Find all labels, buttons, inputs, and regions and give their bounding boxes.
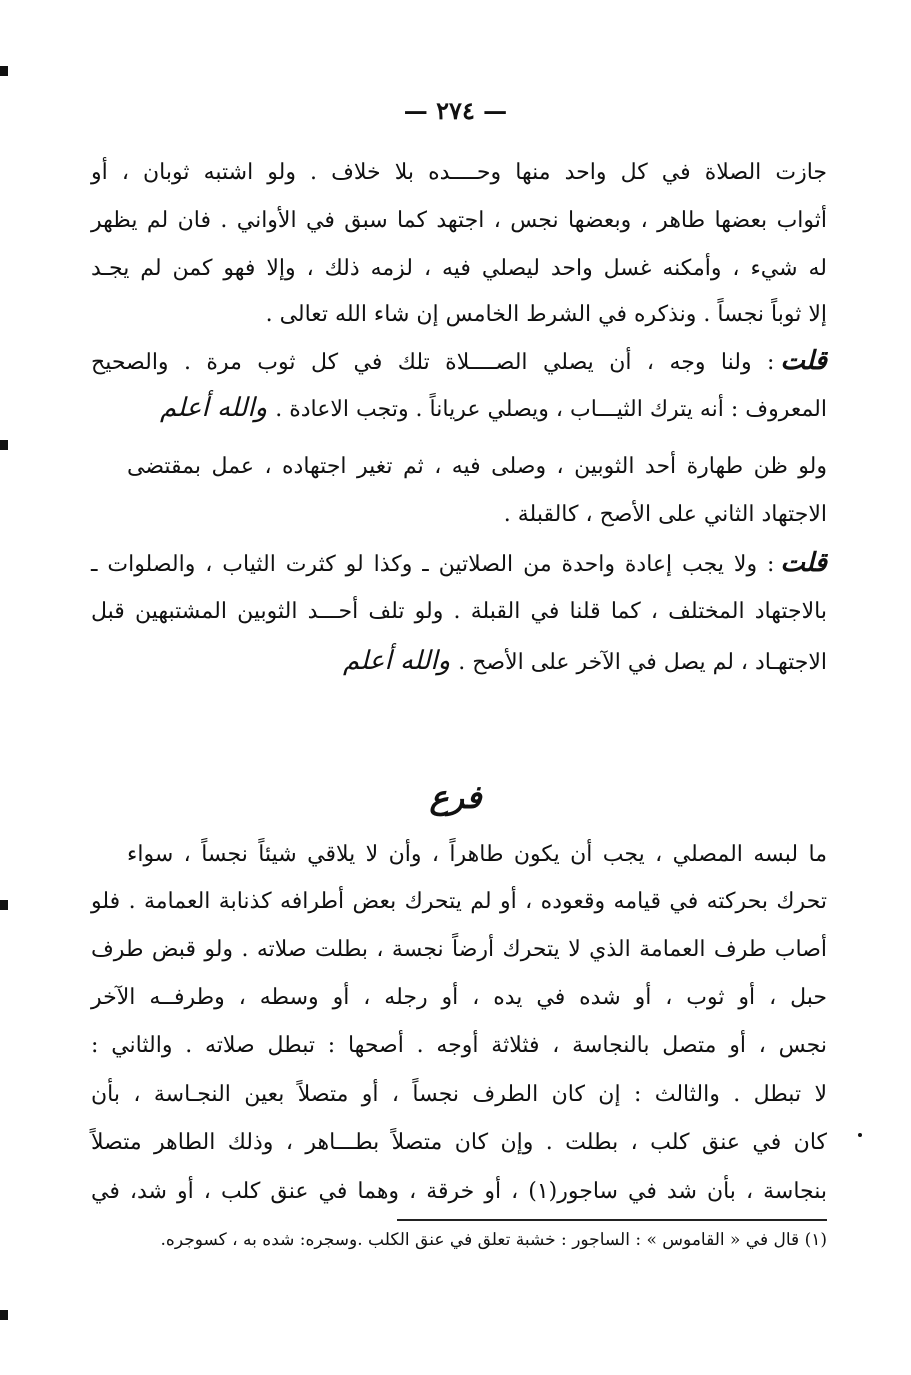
text-line: الاجتهاد الثاني على الأصح ، كالقبلة . xyxy=(503,502,827,527)
scan-mark xyxy=(0,440,8,450)
wallahu-alam-signature: والله أعلم xyxy=(343,646,451,676)
wallahu-alam-signature: والله أعلم xyxy=(160,393,268,423)
section-title: فرع xyxy=(429,778,482,816)
footnote: (١) قال في « القاموس » : الساجور : خشبة تعلق في عنق الكلب .وسجره: شده به ، كسوجره. xyxy=(160,1230,827,1250)
qultu-text: : ولنا وجه ، أن يصلي الصــــلاة تلك في كل ثوب مرة . والصحيح xyxy=(91,350,775,375)
text-line xyxy=(91,393,827,425)
text-line: أصاب طرف العمامة الذي لا يتحرك أرضاً نجسة ، بطلت صلاته . ولو قبض طرف xyxy=(91,937,827,962)
scan-mark xyxy=(0,900,8,910)
text-line: نجس ، أو متصل بالنجاسة ، فثلاثة أوجه . أصحها : تبطل صلاته . والثاني : xyxy=(91,1033,827,1058)
text-line: جازت الصلاة في كل واحد منها وحــــده بلا خلاف . ولو اشتبه ثوبان ، أو xyxy=(91,160,827,185)
text-line: أثواب بعضها طاهر ، وبعضها نجس ، اجتهد كما سبق في الأواني . فان لم يظهر xyxy=(91,208,827,233)
line-text: الاجتهـاد ، لم يصل في الآخر على الأصح . xyxy=(458,650,827,675)
scan-mark xyxy=(0,1310,8,1320)
text-line xyxy=(91,646,827,678)
text-line: حبل ، أو ثوب ، أو شده في يده ، أو رجله ، أو وسطه ، وطرفــه الآخر xyxy=(91,985,827,1010)
footnote-divider xyxy=(397,1219,827,1221)
qultu-text: : ولا يجب إعادة واحدة من الصلاتين ـ وكذا لو كثرت الثياب ، والصلوات ـ xyxy=(91,552,775,577)
text-line: بنجاسة ، بأن شد في ساجور(١) ، أو خرقة ، وهما في عنق كلب ، أو شد، في xyxy=(91,1179,828,1204)
qultu-label: قلت xyxy=(780,346,827,376)
text-line xyxy=(91,346,827,378)
qultu-label: قلت xyxy=(780,548,827,578)
text-line: بالاجتهاد المختلف ، كما قلنا في القبلة . ولو تلف أحـــد الثوبين المشتبهين قبل xyxy=(91,599,827,624)
text-line xyxy=(91,548,827,580)
text-line: لا تبطل . والثالث : إن كان الطرف نجساً ، أو متصلاً بعين النجـاسة ، بأن xyxy=(91,1082,827,1107)
scan-speck xyxy=(858,1133,862,1137)
text-line: له شيء ، وأمكنه غسل واحد ليصلي فيه ، لزمه ذلك ، وإلا فهو كمن لم يجـد xyxy=(91,256,827,281)
text-line: إلا ثوباً نجساً . ونذكره في الشرط الخامس إن شاء الله تعالى . xyxy=(265,302,827,327)
scan-mark xyxy=(0,66,8,76)
text-line: تحرك بحركته في قيامه وقعوده ، أو لم يتحرك بعض أطرافه كذنابة العمامة . فلو xyxy=(91,889,827,914)
text-line: ما لبسه المصلي ، يجب أن يكون طاهراً ، وأن لا يلاقي شيئاً نجساً ، سواء xyxy=(127,842,827,867)
text-line: كان في عنق كلب ، بطلت . وإن كان متصلاً بطـــاهر ، وذلك الطاهر متصلاً xyxy=(91,1130,827,1155)
line-text: المعروف : أنه يترك الثيـــاب ، ويصلي عرياناً . وتجب الاعادة . xyxy=(275,397,827,422)
text-line: ولو ظن طهارة أحد الثوبين ، وصلى فيه ، ثم تغير اجتهاده ، عمل بمقتضى xyxy=(127,454,827,479)
page-number: — ٢٧٤ — xyxy=(403,96,508,125)
